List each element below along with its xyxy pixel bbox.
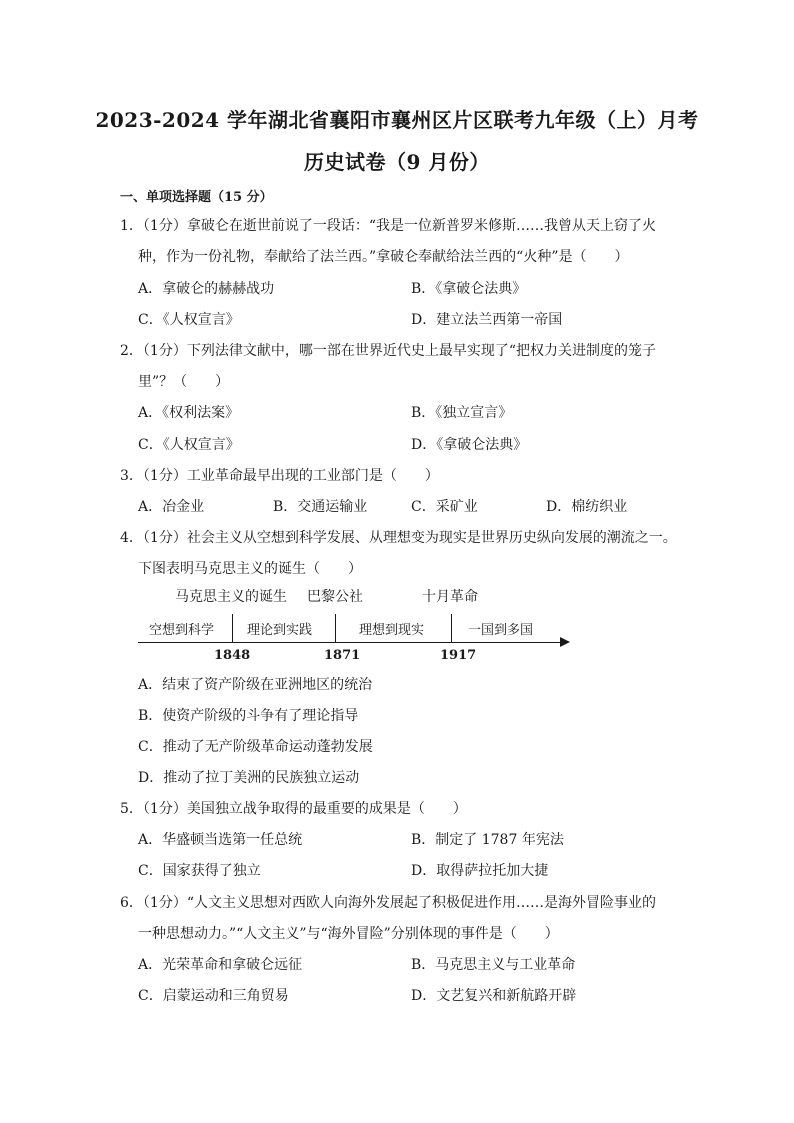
- question-4-stem-line2: 下图表明马克思主义的诞生（ ）: [138, 561, 362, 577]
- question-2-stem-line2: 里”？（ ）: [138, 374, 230, 390]
- question-3-stem-line1: 3．（1分）工业革命最早出现的工业部门是（ ）: [120, 468, 439, 484]
- question-2-option-a[interactable]: A．《权利法案》: [138, 405, 240, 421]
- timeline-segment-1: 空想到科学: [149, 623, 215, 638]
- question-5-option-d[interactable]: D．取得萨拉托加大捷: [411, 863, 549, 879]
- question-3-option-a[interactable]: A．冶金业: [138, 499, 205, 515]
- section-title: 一、单项选择题（15 分）: [120, 190, 273, 205]
- question-5-option-a[interactable]: A．华盛顿当选第一任总统: [138, 832, 303, 848]
- timeline-diagram: [138, 586, 578, 672]
- question-4-stem-line1: 4．（1分）社会主义从空想到科学发展、从理想变为现实是世界历史纵向发展的潮流之一。: [120, 530, 677, 546]
- timeline-event-paris-commune: 巴黎公社: [307, 589, 363, 605]
- timeline-event-october-revolution: 十月革命: [422, 589, 478, 605]
- timeline-tick-1871: [335, 614, 336, 642]
- question-6-option-c[interactable]: C．启蒙运动和三角贸易: [138, 988, 289, 1004]
- arrow-right-icon: [560, 637, 570, 647]
- question-5-option-b[interactable]: B．制定了 1787 年宪法: [411, 832, 564, 848]
- question-2-stem-line1: 2．（1分）下列法律文献中，哪一部在世界近代史上最早实现了“把权力关进制度的笼子: [120, 343, 656, 359]
- question-4-option-d[interactable]: D．推动了拉丁美洲的民族独立运动: [138, 770, 360, 786]
- question-6-stem-line2: 一种思想动力。”“人文主义”与“海外冒险”分别体现的事件是（ ）: [138, 926, 559, 942]
- timeline-tick-1917: [451, 614, 452, 642]
- question-3-option-d[interactable]: D．棉纺织业: [546, 499, 628, 515]
- question-1-stem-line2: 种，作为一份礼物，奉献给了法兰西。”拿破仑奉献给法兰西的“火种”是（ ）: [138, 249, 629, 265]
- question-3-option-c[interactable]: C．采矿业: [411, 499, 478, 515]
- question-6-option-d[interactable]: D．文艺复兴和新航路开辟: [411, 988, 577, 1004]
- question-3-option-b[interactable]: B．交通运输业: [273, 499, 368, 515]
- question-5-option-c[interactable]: C．国家获得了独立: [138, 863, 261, 879]
- question-1-option-b[interactable]: B．《拿破仑法典》: [411, 281, 527, 297]
- question-2-option-d[interactable]: D．《拿破仑法典》: [411, 437, 528, 453]
- question-1-option-c[interactable]: C．《人权宣言》: [138, 312, 240, 328]
- question-1-stem-line1: 1．（1分）拿破仑在逝世前说了一段话：“我是一位新普罗米修斯……我曾从天上窃了火: [120, 218, 656, 234]
- timeline-segment-2: 理论到实践: [247, 623, 313, 638]
- question-4-option-b[interactable]: B．使资产阶级的斗争有了理论指导: [138, 708, 359, 724]
- question-1-option-a[interactable]: A．拿破仑的赫赫战功: [138, 281, 275, 297]
- timeline-year-1871: 1871: [324, 648, 361, 663]
- timeline-year-1848: 1848: [214, 648, 251, 663]
- question-2-option-b[interactable]: B．《独立宣言》: [411, 405, 513, 421]
- question-5-stem-line1: 5．（1分）美国独立战争取得的最重要的成果是（ ）: [120, 801, 467, 817]
- question-6-option-b[interactable]: B．马克思主义与工业革命: [411, 957, 576, 973]
- question-6-stem-line1: 6．（1分）“人文主义思想对西欧人向海外发展起了积极促进作用……是海外冒险事业的: [120, 895, 656, 911]
- timeline-event-marxism: 马克思主义的诞生: [175, 589, 287, 605]
- question-6-option-a[interactable]: A．光荣革命和拿破仑远征: [138, 957, 303, 973]
- timeline-tick-1848: [232, 614, 233, 642]
- timeline-axis: [138, 642, 563, 643]
- question-4-option-c[interactable]: C．推动了无产阶级革命运动蓬勃发展: [138, 739, 373, 755]
- timeline-segment-3: 理想到现实: [359, 623, 425, 638]
- question-2-option-c[interactable]: C．《人权宣言》: [138, 437, 240, 453]
- timeline-year-1917: 1917: [440, 648, 477, 663]
- exam-title-line1: 2023-2024 学年湖北省襄阳市襄州区片区联考九年级（上）月考: [95, 108, 699, 132]
- timeline-segment-4: 一国到多国: [468, 623, 534, 638]
- question-4-option-a[interactable]: A．结束了资产阶级在亚洲地区的统治: [138, 677, 373, 693]
- exam-title-line2: 历史试卷（9 月份）: [304, 150, 490, 174]
- question-1-option-d[interactable]: D．建立法兰西第一帝国: [411, 312, 563, 328]
